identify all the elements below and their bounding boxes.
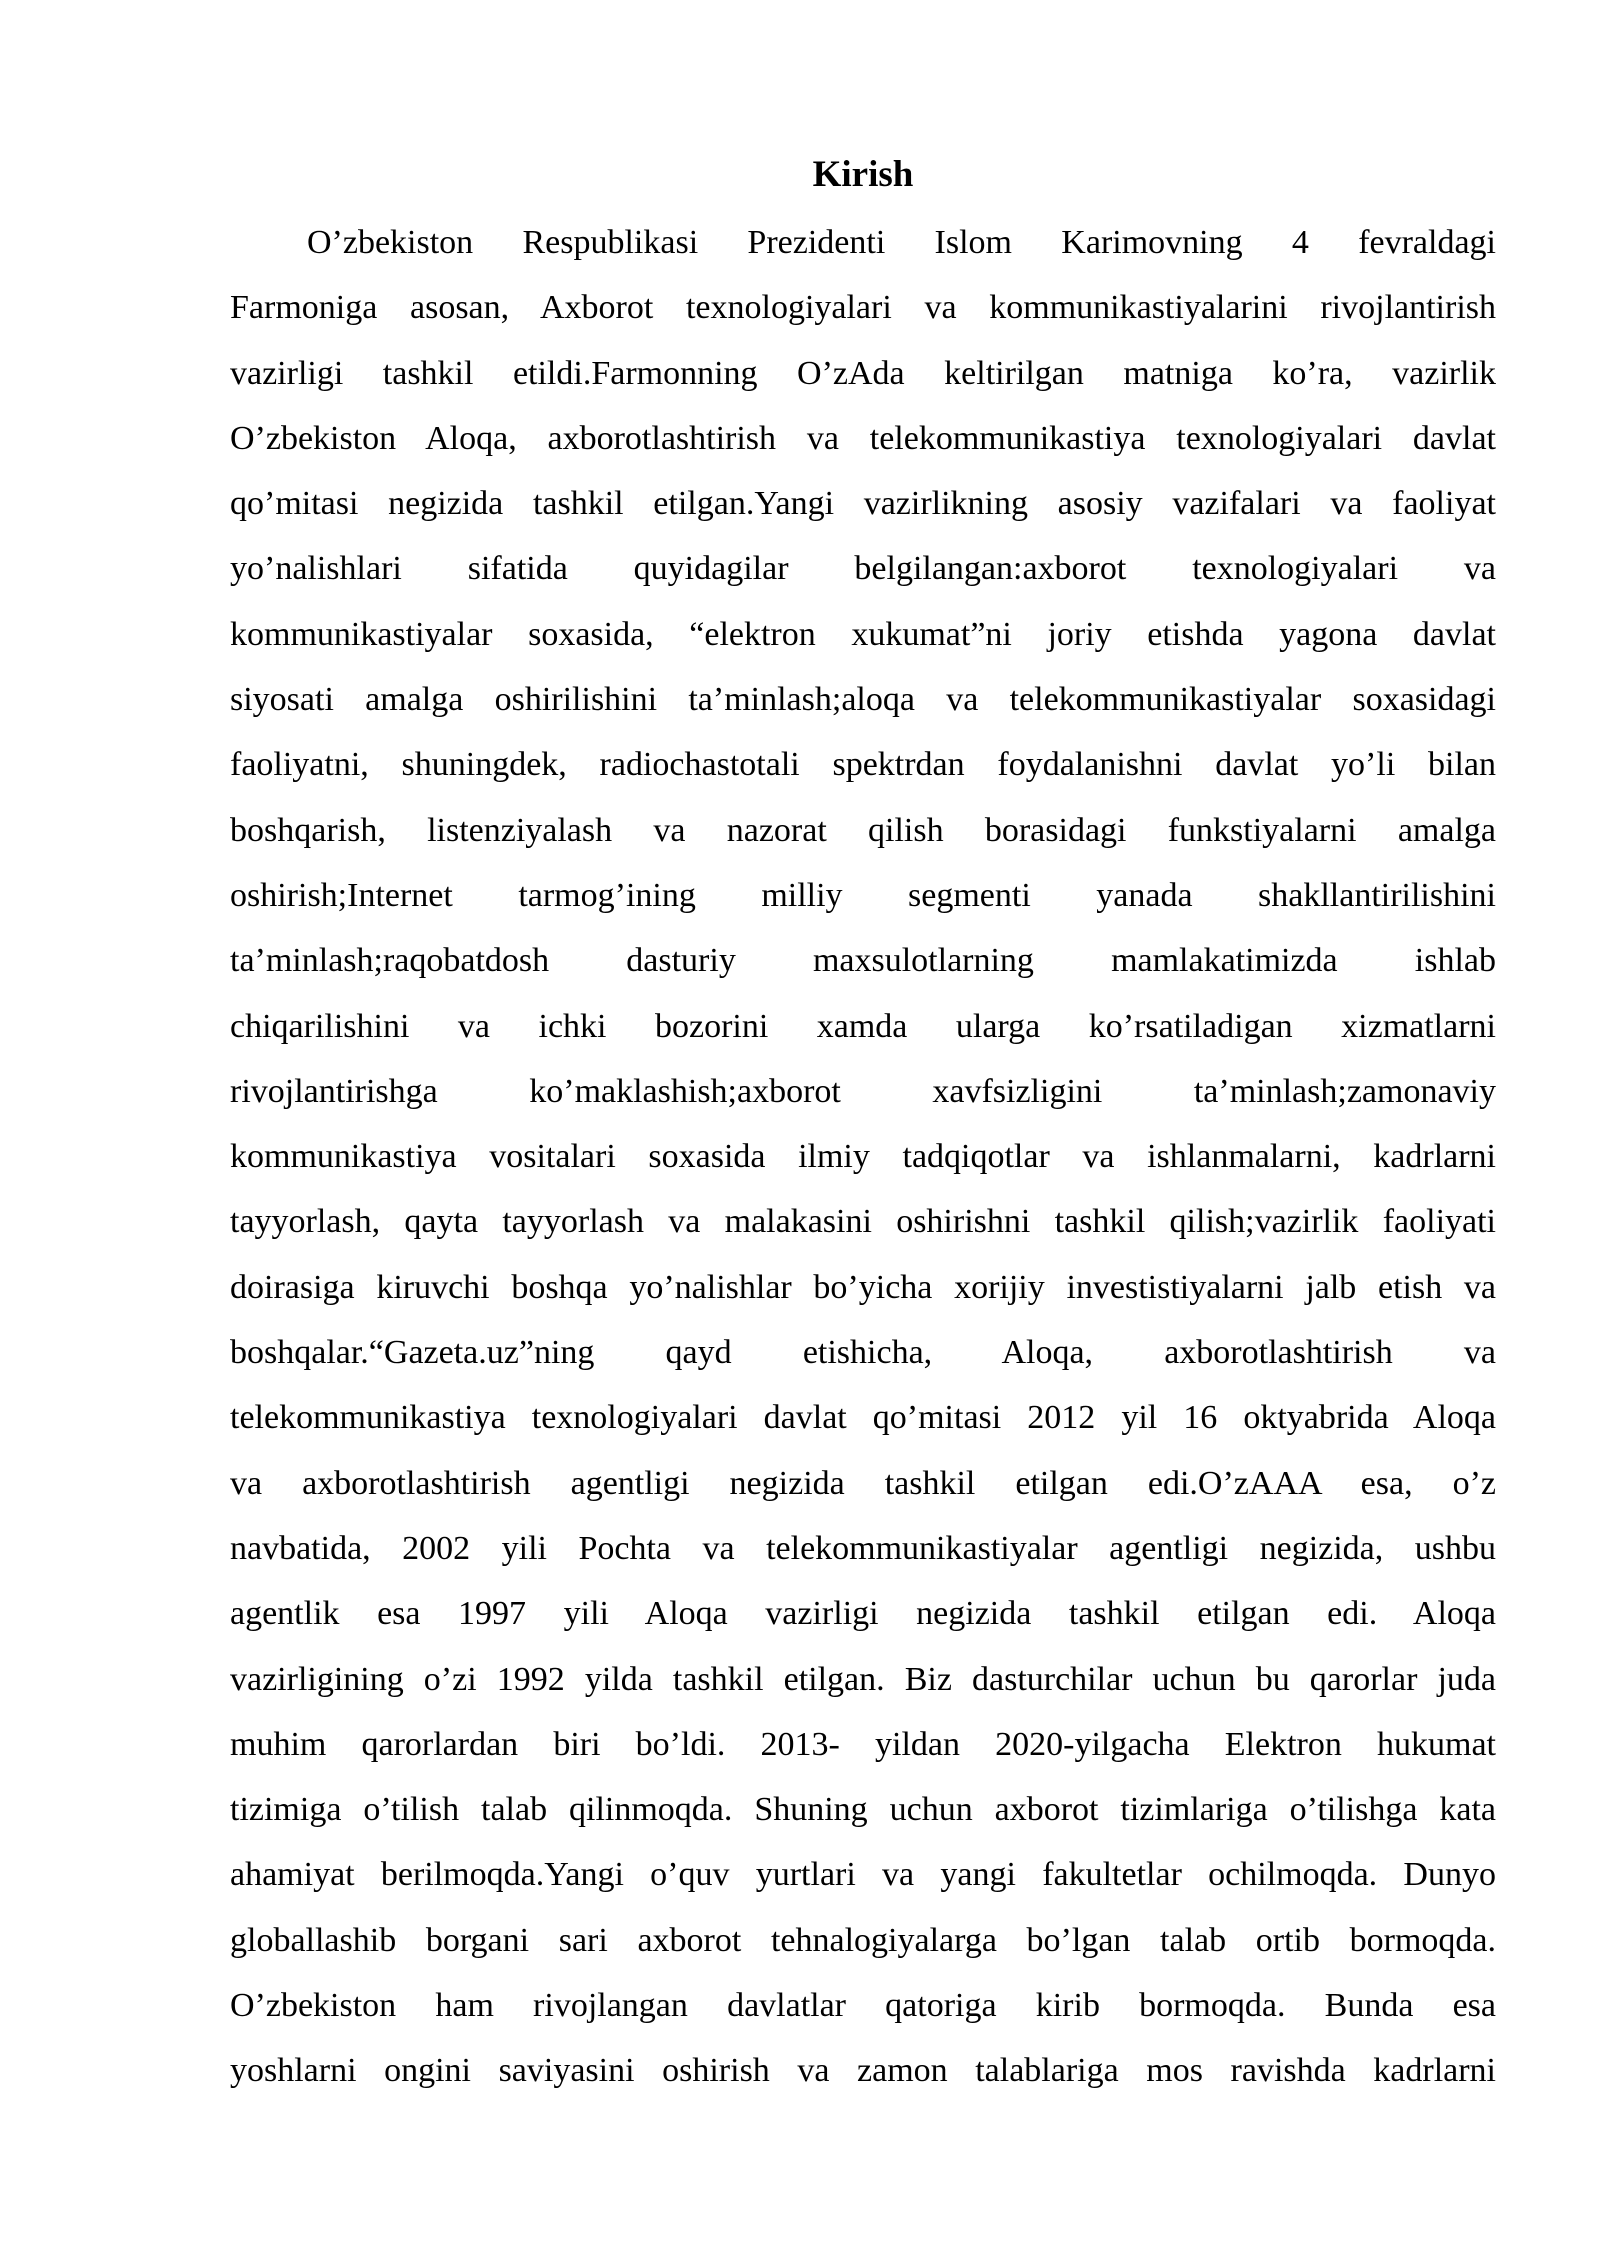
- paragraph-line: vazirligining o’zi 1992 yilda tashkil etilgan. Biz dasturchilar uchun bu qarorlar juda: [230, 1660, 1496, 1698]
- paragraph-line: agentlik esa 1997 yili Aloqa vazirligi negizida tashkil etilgan edi. Aloqa: [230, 1595, 1496, 1633]
- paragraph-line: tayyorlash, qayta tayyorlash va malakasini oshirishni tashkil qilish;vazirlik faoliyati: [230, 1203, 1496, 1241]
- paragraph-line: faoliyatni, shuningdek, radiochastotali spektrdan foydalanishni davlat yo’li bilan: [230, 746, 1496, 784]
- paragraph-line: oshirish;Internet tarmog’ining milliy segmenti yanada shakllantirilishini: [230, 876, 1496, 914]
- paragraph-line: navbatida, 2002 yili Pochta va telekommunikastiyalar agentligi negizida, ushbu: [230, 1529, 1496, 1567]
- paragraph-line: boshqalar.“Gazeta.uz”ning qayd etishicha, Aloqa, axborotlashtirish va: [230, 1334, 1496, 1372]
- paragraph-line: ahamiyat berilmoqda.Yangi o’quv yurtlari va yangi fakultetlar ochilmoqda. Dunyo: [230, 1856, 1496, 1894]
- paragraph-line: O’zbekiston Aloqa, axborotlashtirish va telekommunikastiya texnologiyalari davlat: [230, 419, 1496, 457]
- paragraph-line: O’zbekiston ham rivojlangan davlatlar qatoriga kirib bormoqda. Bunda esa: [230, 1987, 1496, 2025]
- paragraph-line: rivojlantirishga ko’maklashish;axborot xavfsizligini ta’minlash;zamonaviy: [230, 1072, 1496, 1110]
- paragraph-line: tizimiga o’tilish talab qilinmoqda. Shuning uchun axborot tizimlariga o’tilishga kata: [230, 1791, 1496, 1829]
- paragraph-line: kommunikastiya vositalari soxasida ilmiy tadqiqotlar va ishlanmalarni, kadrlarni: [230, 1138, 1496, 1176]
- paragraph-line: Farmoniga asosan, Axborot texnologiyalari va kommunikastiyalarini rivojlantirish: [230, 289, 1496, 327]
- document-title: Kirish: [812, 154, 914, 195]
- paragraph-line: ta’minlash;raqobatdosh dasturiy maxsulotlarning mamlakatimizda ishlab: [230, 942, 1496, 980]
- paragraph-line: O’zbekiston Respublikasi Prezidenti Islom Karimovning 4 fevraldagi: [307, 224, 1496, 261]
- paragraph-line: vazirligi tashkil etildi.Farmonning O’zAda keltirilgan matniga ko’ra, vazirlik: [230, 354, 1496, 392]
- paragraph-line: doirasiga kiruvchi boshqa yo’nalishlar bo’yicha xorijiy investistiyalarni jalb etish va: [230, 1268, 1496, 1306]
- document-body: [230, 210, 1496, 2104]
- paragraph-line: telekommunikastiya texnologiyalari davlat qo’mitasi 2012 yil 16 oktyabrida Aloqa: [230, 1399, 1496, 1437]
- paragraph-line: siyosati amalga oshirilishini ta’minlash;aloqa va telekommunikastiyalar soxasidagi: [230, 681, 1496, 719]
- paragraph-line: muhim qarorlardan biri bo’ldi. 2013- yildan 2020-yilgacha Elektron hukumat: [230, 1725, 1496, 1763]
- paragraph-line: globallashib borgani sari axborot tehnalogiyalarga bo’lgan talab ortib bormoqda.: [230, 1921, 1496, 1959]
- paragraph-line: chiqarilishini va ichki bozorini xamda ularga ko’rsatiladigan xizmatlarni: [230, 1007, 1496, 1045]
- paragraph-line: yo’nalishlari sifatida quyidagilar belgilangan:axborot texnologiyalari va: [230, 550, 1496, 588]
- paragraph-line: boshqarish, listenziyalash va nazorat qilish borasidagi funkstiyalarni amalga: [230, 811, 1496, 849]
- paragraph-line: yoshlarni ongini saviyasini oshirish va zamon talablariga mos ravishda kadrlarni: [230, 2052, 1496, 2090]
- paragraph-line: kommunikastiyalar soxasida, “elektron xukumat”ni joriy etishda yagona davlat: [230, 615, 1496, 653]
- paragraph-line: qo’mitasi negizida tashkil etilgan.Yangi vazirlikning asosiy vazifalari va faoliyat: [230, 485, 1496, 523]
- paragraph-line: va axborotlashtirish agentligi negizida tashkil etilgan edi.O’zAAA esa, o’z: [230, 1464, 1496, 1502]
